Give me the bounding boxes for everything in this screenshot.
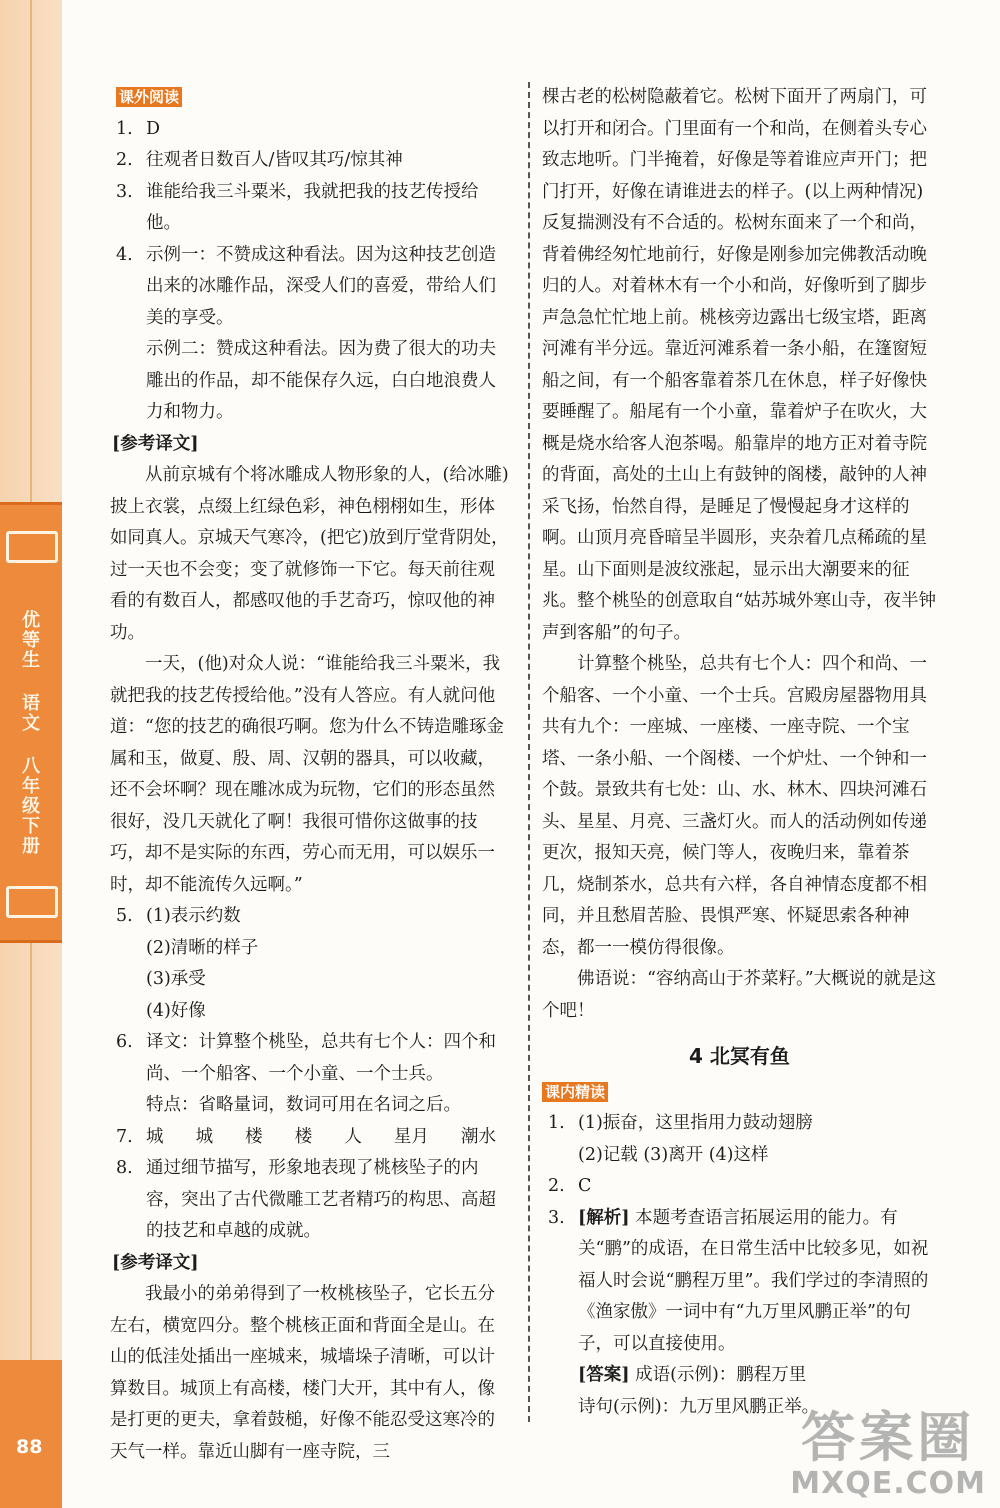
- answer-text: D: [146, 118, 161, 139]
- word: 城: [195, 1126, 214, 1147]
- answer-text: 往观者日数百人/皆叹其巧/惊其神: [146, 150, 403, 170]
- margin-title-band: [0, 502, 62, 943]
- translation-paragraph: 从前京城有个将冰雕成人物形象的人，(给冰雕)披上衣裳，点缀上红绿色彩，神色栩栩如生，形体如同真人。京城天气寒冷，(把它)放到厅堂背阴处，过一天也不会变；变了就修饰一下它。每天前往观看的有数百人，都感叹他的手艺奇巧，惊叹他的神功。: [110, 465, 509, 643]
- item-number: 4.: [116, 244, 133, 265]
- translation-paragraph: 计算整个桃坠，总共有七个人：四个和尚、一个船客、一个小童、一个士兵。宫殿房屋器物用具共有九个：一座城、一座楼、一座寺院、一个宝塔、一条小船、一个阁楼、一个炉灶、一个钟和一个鼓。景致共有七处：山、水、林木、四块河滩石头、星星、月亮、三盏灯火。而人的活动例如传递更次，报知天亮，候门等人，夜晚归来，靠着茶几，烧制茶水，总共有六样，各自神情态度都不相同，并且愁眉苦脸、畏惧严寒、怀疑思索各种神态，都一一模仿得很像。: [542, 654, 927, 958]
- item-number: 3.: [548, 1207, 565, 1228]
- example-one: 示例一：不赞成这种看法。因为这种技艺创造出来的冰雕作品，深受人们的喜爱，带给人们美的享受。: [146, 244, 496, 328]
- analysis-text: 本题考查语言拓展运用的能力。有关“鹏”的成语，在日常生活中比较多见，如祝福人时会说“鹏程万里”。我们学过的李清照的《渔家傲》一词中有“九万里风鹏正举”的句子，可以直接使用。: [578, 1207, 929, 1354]
- answer-item: [110, 145, 510, 177]
- word-list: [146, 1122, 510, 1154]
- answer-item: [110, 901, 510, 933]
- left-column: [110, 82, 510, 1468]
- book-series-label: 优等生 语文 八年级下册: [19, 610, 40, 856]
- answer-item: [110, 1153, 510, 1248]
- sub-answer: (4)好像: [146, 1000, 206, 1021]
- item-number: 8.: [116, 1158, 133, 1178]
- column-divider: [528, 82, 530, 1422]
- answer-item: [542, 1203, 937, 1424]
- sub-answer: (2)清晰的样子: [146, 937, 259, 958]
- item-number: 7.: [116, 1126, 133, 1147]
- answer-text: 通过细节描写，形象地表现了桃核坠子的内容，突出了古代微雕工艺者精巧的构思、高超的技艺和卓越的成就。: [146, 1158, 496, 1241]
- word: 楼: [245, 1126, 263, 1147]
- answer-label: [答案]: [578, 1365, 630, 1385]
- translation-paragraph: 佛语说：“容纳高山于芥菜籽。”大概说的就是这个吧！: [542, 969, 937, 1021]
- frame-ornament-icon: [6, 531, 58, 563]
- answer-body: [146, 240, 510, 429]
- answer-item: [110, 114, 510, 146]
- answer-text: (1)表示约数: [146, 906, 241, 926]
- lesson-title: 4 北冥有鱼: [689, 1044, 790, 1068]
- item-number: 3.: [116, 181, 133, 202]
- answer-text: 诗句(示例)：九万里风鹏正举。: [578, 1396, 820, 1417]
- item-number: 2.: [116, 150, 133, 170]
- answer-item: [110, 240, 510, 429]
- item-number: 2.: [548, 1176, 565, 1196]
- answer-item: [110, 1122, 510, 1154]
- section-tag-intensive-reading: 课内精读: [542, 1082, 608, 1102]
- answer-item: [110, 177, 510, 240]
- answer-item: [542, 1108, 937, 1140]
- word: 星月: [393, 1126, 429, 1147]
- item-number: 1.: [548, 1113, 565, 1133]
- item-number: 1.: [116, 118, 133, 139]
- answer-item: [110, 1027, 510, 1122]
- margin-lower-band: [0, 1360, 62, 1508]
- watermark-text: 答案圈: [801, 1406, 976, 1469]
- analysis-label: [解析]: [578, 1207, 630, 1228]
- word: 楼: [294, 1126, 313, 1147]
- frame-ornament-icon: [6, 886, 58, 918]
- example-two: 示例二：赞成这种看法。因为费了很大的功夫雕出的作品，却不能保存久远，白白地浪费人力和物力。: [146, 339, 496, 422]
- word: 潮水: [460, 1126, 496, 1147]
- item-number: 6.: [116, 1032, 133, 1052]
- answer-text: 特点：省略量词，数词可用在名词之后。: [146, 1095, 461, 1115]
- item-number: 5.: [116, 906, 133, 926]
- section-tag-extracurricular: 课外阅读: [116, 87, 182, 107]
- answer-text: 谁能给我三斗粟米，我就把我的技艺传授给他。: [146, 181, 479, 233]
- word: 城: [146, 1126, 164, 1147]
- translation-paragraph: 棵古老的松树隐蔽着它。松树下面开了两扇门，可以打开和闭合。门里面有一个和尚，在侧着头专心致志地听。门半掩着，好像是等着谁应声开门；把门打开，好像在请谁进去的样子。(以上两种情况)反复揣测没有不合适的。松树东面来了一个和尚，背着佛经匆忙地前行，好像是刚参加完佛教活动晚归的人。对着林木有一个小和尚，好像听到了脚步声急急忙忙地上前。桃核旁边露出七级宝塔，距离河滩有半分远。靠近河滩系着一条小船，在篷窗短船之间，有一个船客靠着茶几在休息，样子好像快要睡醒了。船尾有一个小童，靠着炉子在吹火，大概是烧水给客人泡茶喝。船靠岸的地方正对着寺院的背面，高处的土山上有鼓钟的阁楼，敲钟的人神采飞扬，怡然自得，是睡足了慢慢起身才这样的啊。山顶月亮昏暗呈半圆形，夹杂着几点稀疏的星星。山下面则是波纹涨起，显示出大潮要来的征兆。整个桃坠的创意取自“姑苏城外寒山寺，夜半钟声到客船”的句子。: [542, 87, 936, 643]
- answer-text: C: [578, 1176, 592, 1196]
- sub-answer: (2)记载 (3)离开 (4)这样: [578, 1144, 769, 1165]
- answer-body: [578, 1203, 937, 1424]
- page-number: 88: [16, 1436, 43, 1458]
- right-column: [542, 82, 937, 1423]
- answer-text: 译文：计算整个桃坠，总共有七个人：四个和尚、一个船客、一个小童、一个士兵。: [146, 1032, 496, 1084]
- translation-paragraph: 我最小的弟弟得到了一枚桃核坠子，它长五分左右，横宽四分。整个桃核正面和背面全是山。在山的低洼处插出一座城来，城墙垛子清晰，可以计算数目。城顶上有高楼，楼门大开，其中有人，像是打更的更夫，拿着鼓槌，好像不能忍受这寒冷的天气一样。靠近山脚有一座寺院，三: [110, 1284, 495, 1462]
- reference-translation-heading: [参考译文]: [112, 433, 199, 454]
- reference-translation-heading: [参考译文]: [112, 1252, 199, 1273]
- watermark-logo: [790, 1408, 986, 1500]
- translation-paragraph: 一天，(他)对众人说：“谁能给我三斗粟米，我就把我的技艺传授给他。”没有人答应。有人就问他道：“您的技艺的确很巧啊。您为什么不铸造雕琢金属和玉，做夏、殷、周、汉朝的器具，可以收藏，还不会坏啊？现在雕冰成为玩物，它们的形态虽然很好，没几天就化了啊！我很可惜你这做事的技巧，却不是实际的东西，劳心而无用，可以娱乐一时，却不能流传久远啊。”: [110, 654, 504, 895]
- answer-text: (1)振奋，这里指用力鼓动翅膀: [578, 1113, 813, 1133]
- watermark-url: MXQE.COM: [790, 1466, 986, 1501]
- answer-body: [146, 1027, 510, 1122]
- answer-item: [542, 1171, 937, 1203]
- sub-answer: (3)承受: [146, 969, 206, 989]
- answer-text: 成语(示例)：鹏程万里: [635, 1365, 807, 1385]
- word: 人: [344, 1126, 362, 1147]
